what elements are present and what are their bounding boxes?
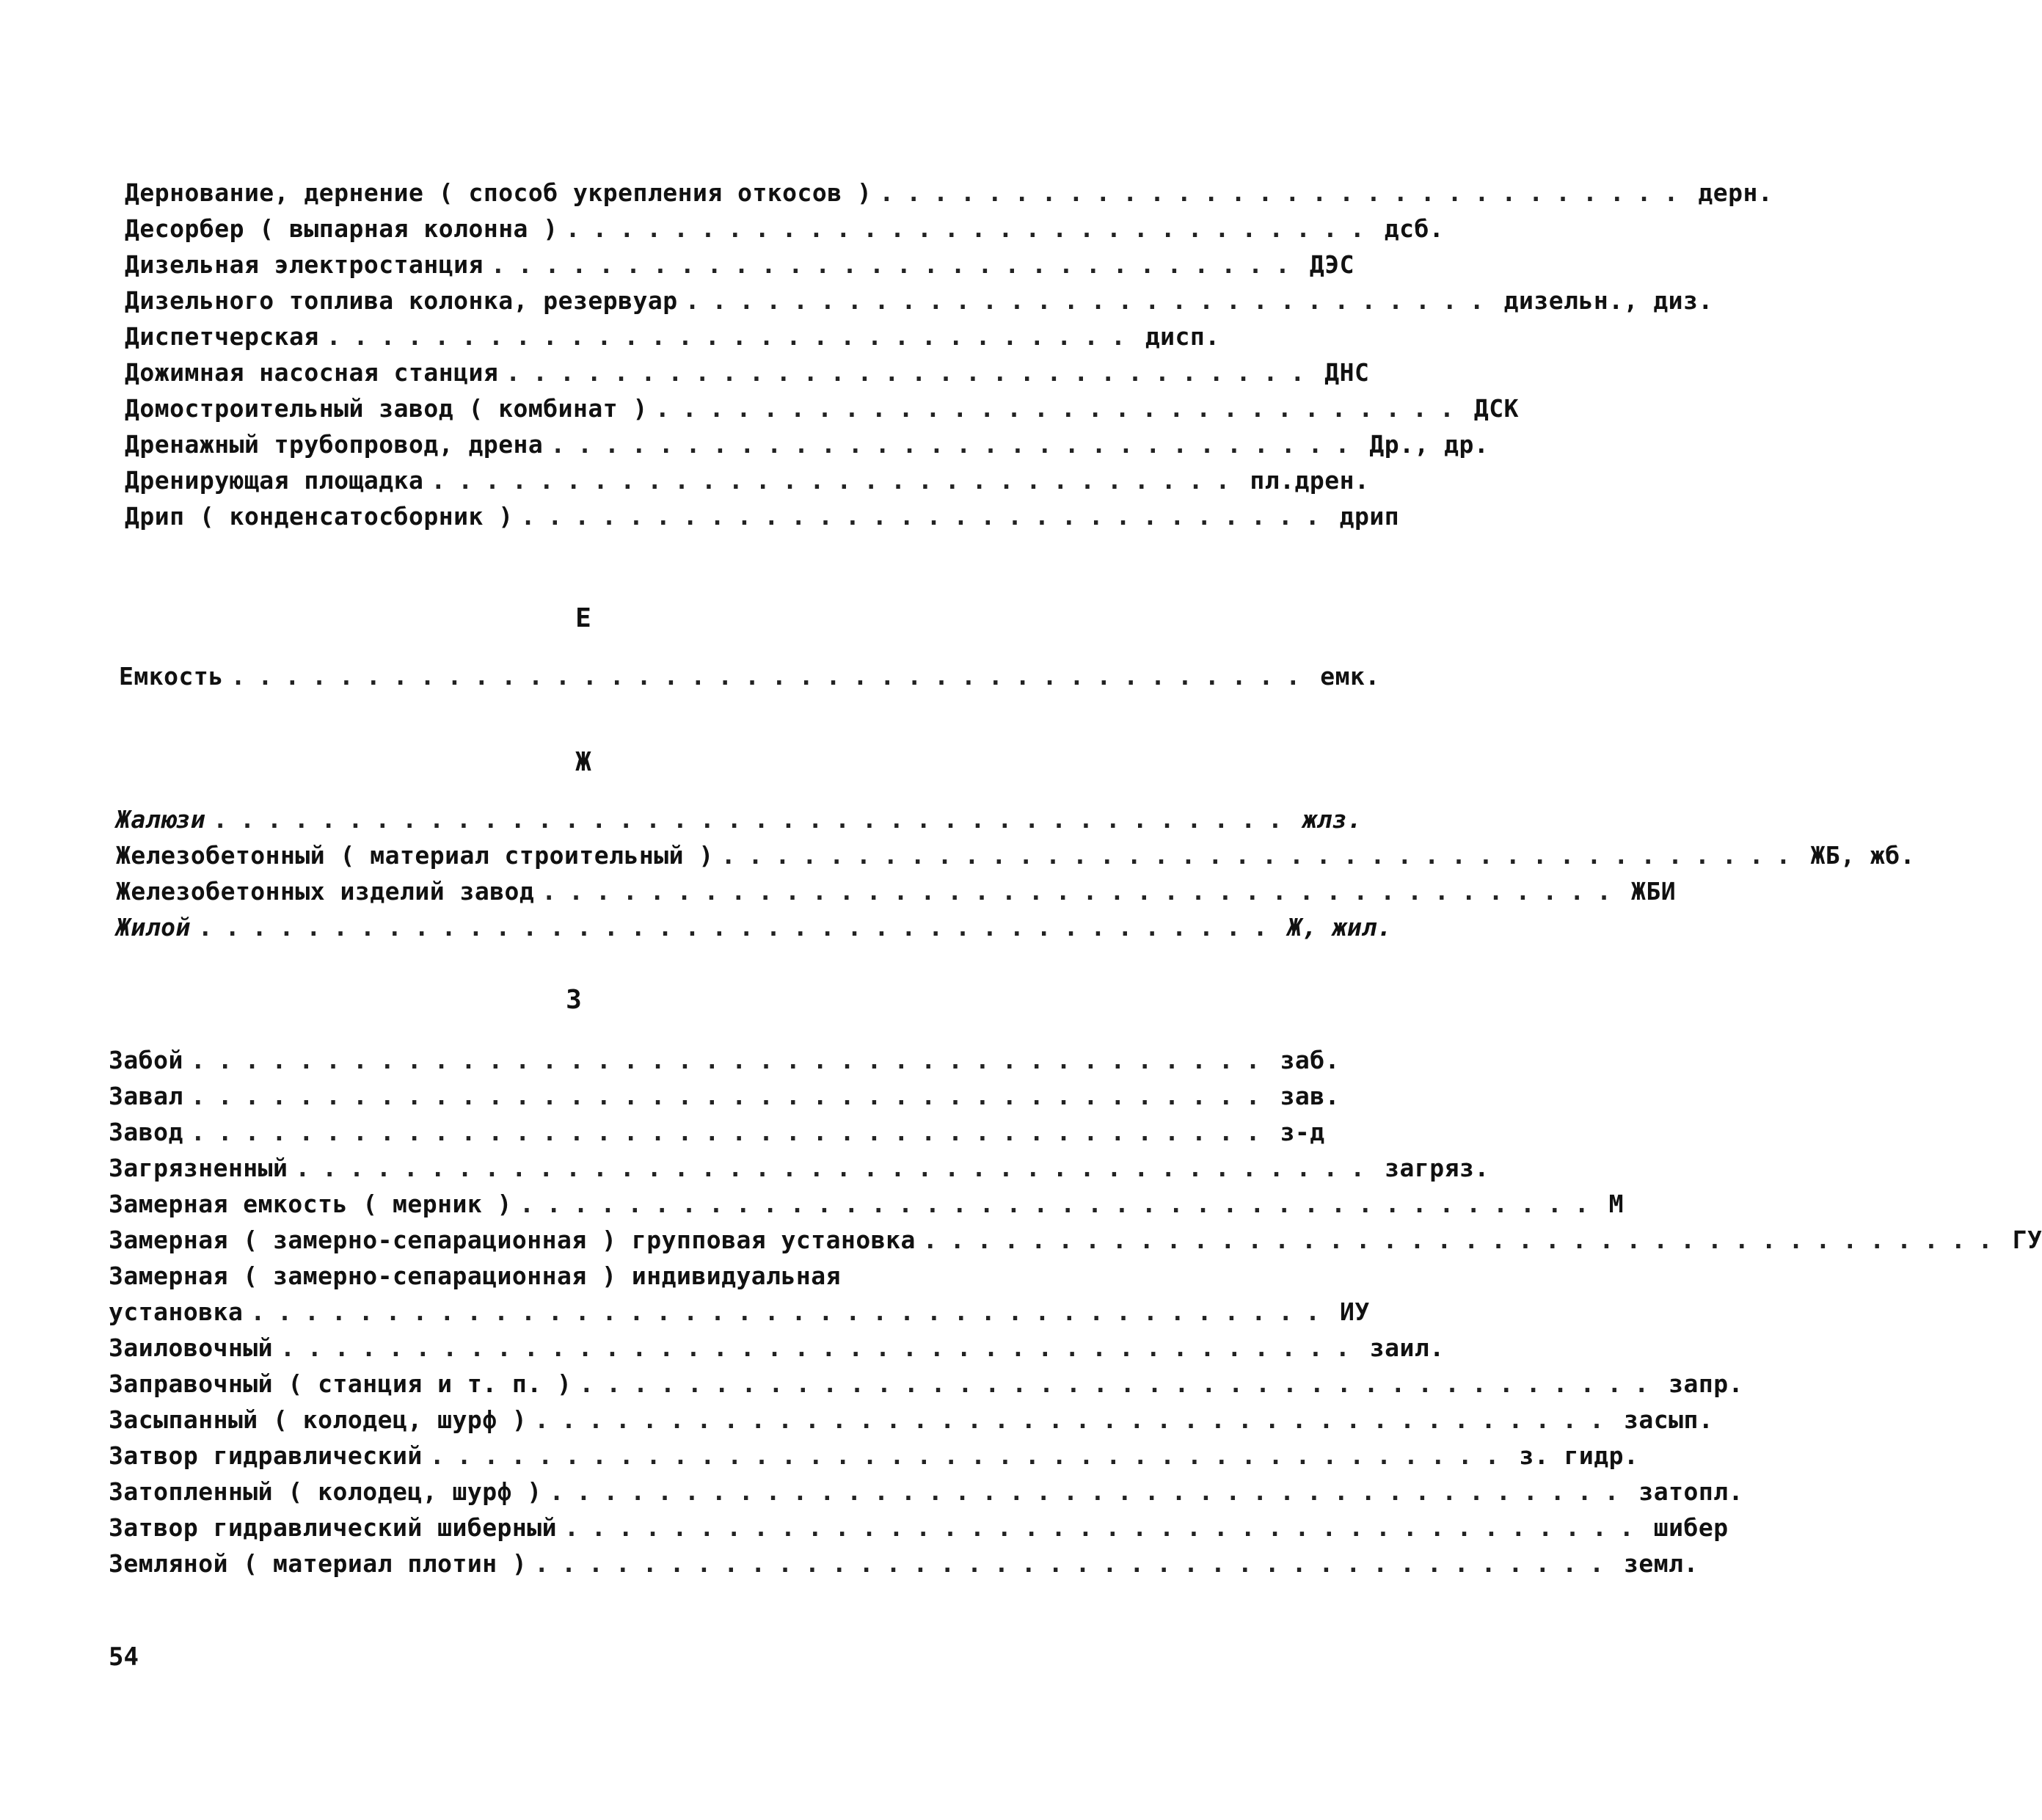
entry-d-1	[125, 211, 1445, 247]
dot-leader: ..............................	[490, 250, 1302, 279]
entry-term: Заиловочный	[109, 1333, 274, 1362]
entry-term: Дрип ( конденсатосборник )	[125, 502, 514, 531]
dot-leader: ........................................	[721, 841, 1804, 870]
entry-abbr: Ж, жил.	[1287, 913, 1393, 942]
entry-term: Жилой	[116, 913, 191, 942]
entry-abbr: дсб.	[1384, 214, 1445, 243]
dot-leader: ........................................	[534, 1549, 1617, 1578]
entry-abbr: дерн.	[1698, 178, 1773, 207]
entry-term: Завал	[109, 1082, 183, 1110]
dot-leader: ........................................	[190, 1046, 1273, 1074]
entry-abbr: з. гидр.	[1519, 1441, 1639, 1470]
entry-term: Домостроительный завод ( комбинат )	[125, 394, 648, 423]
dot-leader: ..............................	[654, 394, 1467, 423]
dot-leader: ..............................	[685, 286, 1497, 315]
entry-d-8	[125, 462, 1370, 498]
section-e	[119, 658, 1380, 694]
section-z	[109, 1042, 2042, 1581]
entry-z-11	[109, 1438, 1639, 1474]
entry-term: Дренирующая площадка	[125, 466, 424, 495]
section-zh	[116, 801, 1916, 945]
dot-leader: ........................................	[534, 1405, 1617, 1434]
entry-abbr: запр.	[1669, 1369, 1743, 1398]
dot-leader: ........................................	[429, 1441, 1512, 1470]
entry-term: Завод	[109, 1118, 183, 1146]
dot-leader: ........................................	[213, 805, 1295, 834]
dot-leader: ........................................	[564, 1513, 1647, 1542]
entry-abbr: заил.	[1369, 1333, 1445, 1362]
dot-leader: ........................................	[542, 877, 1625, 906]
entry-abbr: дизельн., диз.	[1503, 286, 1713, 315]
entry-term: Затвор гидравлический	[109, 1441, 423, 1470]
entry-z-6	[109, 1258, 1151, 1294]
entry-zh-3	[116, 909, 1393, 945]
entry-term: Диспетчерская	[125, 322, 319, 351]
entry-z-0	[109, 1042, 1341, 1078]
entry-term: Земляной ( материал плотин )	[109, 1549, 528, 1578]
entry-term: Дожимная насосная станция	[125, 358, 499, 387]
dot-leader: ..............................	[431, 466, 1243, 495]
entry-abbr: жлз.	[1302, 805, 1363, 834]
entry-z-12	[109, 1474, 1743, 1510]
entry-term: Засыпанный ( колодец, шурф )	[109, 1405, 528, 1434]
entry-e-0	[119, 658, 1380, 694]
entry-term: Замерная ( замерно-сепарационная ) групповая установка	[109, 1226, 916, 1254]
entry-abbr: затопл.	[1638, 1477, 1743, 1506]
entry-z-1	[109, 1078, 1341, 1114]
dot-leader: ........................................	[190, 1118, 1273, 1146]
entry-z-2	[109, 1114, 1325, 1150]
dot-leader: ........................................	[230, 662, 1313, 691]
entry-term: Дренажный трубопровод, дрена	[125, 430, 544, 459]
entry-d-3	[125, 283, 1713, 318]
dot-leader: ........................................	[549, 1477, 1632, 1506]
entry-term: Загрязненный	[109, 1154, 288, 1182]
entry-term: Заправочный ( станция и т. п. )	[109, 1369, 572, 1398]
entry-d-4	[125, 318, 1220, 354]
dot-leader: ........................................	[250, 1297, 1333, 1326]
dot-leader: ..............................	[550, 430, 1363, 459]
entry-abbr: шибер	[1653, 1513, 1729, 1542]
entry-abbr: ДНС	[1324, 358, 1370, 387]
entry-z-7	[109, 1294, 1370, 1330]
entry-d-5	[125, 354, 1370, 390]
entry-term: Затвор гидравлический шиберный	[109, 1513, 558, 1542]
entry-z-9	[109, 1366, 1743, 1402]
dot-leader: ........................................	[197, 913, 1280, 942]
entry-z-5	[109, 1222, 2042, 1258]
entry-z-4	[109, 1186, 1625, 1222]
section-d	[125, 175, 1773, 534]
entry-abbr: М	[1608, 1190, 1625, 1218]
entry-z-3	[109, 1150, 1489, 1186]
dot-leader: ..............................	[565, 214, 1377, 243]
entry-d-6	[125, 390, 1520, 426]
dot-leader: ..............................	[879, 178, 1691, 207]
entry-abbr: ГУ	[2012, 1226, 2042, 1254]
dot-leader: ..............................	[506, 358, 1318, 387]
entry-d-7	[125, 426, 1489, 462]
entry-abbr: зав.	[1280, 1082, 1341, 1110]
entry-abbr: земл.	[1624, 1549, 1699, 1578]
entry-zh-1	[116, 837, 1916, 873]
entry-term: Дизельная электростанция	[125, 250, 484, 279]
entry-term: установка	[109, 1297, 244, 1326]
section-heading-z: З	[566, 985, 582, 1015]
entry-zh-2	[116, 873, 1677, 909]
dot-leader: ........................................	[922, 1226, 2005, 1254]
entry-term: Дизельного топлива колонка, резервуар	[125, 286, 678, 315]
dot-leader: ..............................	[326, 322, 1138, 351]
entry-term: Забой	[109, 1046, 183, 1074]
entry-abbr: ДЭС	[1309, 250, 1354, 279]
entry-abbr: Др., др.	[1369, 430, 1489, 459]
dot-leader: ..............................	[520, 502, 1332, 531]
entry-abbr: пл.дрен.	[1250, 466, 1370, 495]
entry-term: Дернование, дернение ( способ укрепления откосов )	[125, 178, 872, 207]
entry-term: Затопленный ( колодец, шурф )	[109, 1477, 542, 1506]
entry-term: Замерная ( замерно-сепарационная ) индивидуальная	[109, 1262, 842, 1290]
entry-d-2	[125, 247, 1354, 283]
entry-abbr: загряз.	[1385, 1154, 1489, 1182]
entry-abbr: заб.	[1280, 1046, 1341, 1074]
dot-leader: ........................................	[190, 1082, 1273, 1110]
entry-term: Емкость	[119, 662, 224, 691]
dot-leader: ........................................	[295, 1154, 1378, 1182]
entry-abbr: засып.	[1624, 1405, 1714, 1434]
entry-abbr: ЖБИ	[1631, 877, 1677, 906]
entry-z-13	[109, 1510, 1729, 1546]
entry-abbr: ДСК	[1473, 394, 1520, 423]
entry-abbr: ЖБ, жб.	[1810, 841, 1916, 870]
entry-z-8	[109, 1330, 1445, 1366]
entry-abbr: ИУ	[1340, 1297, 1370, 1326]
entry-abbr: з-д	[1280, 1118, 1325, 1146]
dot-leader: ........................................	[579, 1369, 1662, 1398]
section-heading-zh: Ж	[575, 747, 591, 777]
entry-term: Железобетонный ( материал строительный )	[116, 841, 714, 870]
entry-abbr: дрип	[1339, 502, 1400, 531]
entry-d-9	[125, 498, 1400, 534]
dot-leader: ........................................	[280, 1333, 1363, 1362]
entry-term: Жалюзи	[116, 805, 206, 834]
section-heading-e: Е	[575, 603, 591, 633]
entry-abbr: емк.	[1320, 662, 1380, 691]
page-number: 54	[109, 1642, 139, 1672]
entry-abbr: дисп.	[1145, 322, 1220, 351]
entry-zh-0	[116, 801, 1363, 837]
entry-z-10	[109, 1402, 1714, 1438]
entry-d-0	[125, 175, 1773, 211]
entry-term: Десорбер ( выпарная колонна )	[125, 214, 558, 243]
entry-term: Замерная емкость ( мерник )	[109, 1190, 512, 1218]
entry-z-14	[109, 1546, 1699, 1581]
dot-leader: ........................................	[519, 1190, 1602, 1218]
entry-term: Железобетонных изделий завод	[116, 877, 535, 906]
